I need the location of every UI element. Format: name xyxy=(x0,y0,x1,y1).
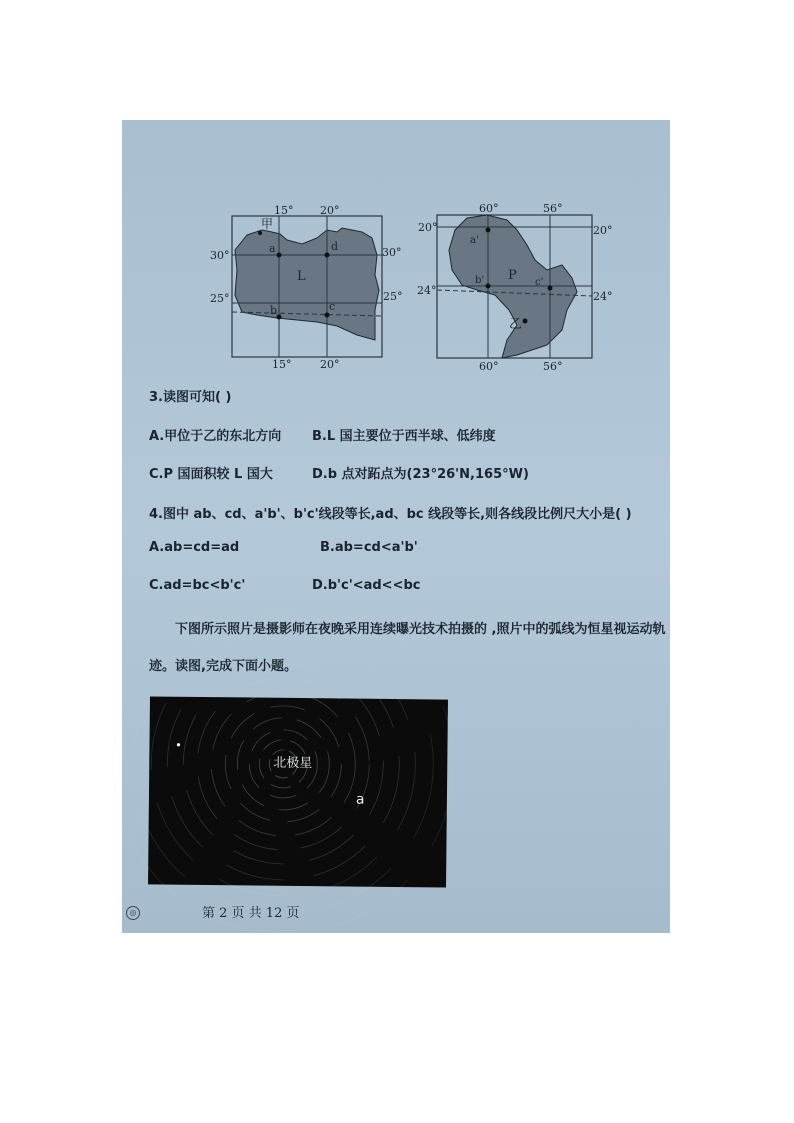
intro-line-2: 迹。读图,完成下面小题。 xyxy=(149,659,297,674)
map-left xyxy=(210,204,403,371)
point-yi-dot xyxy=(523,319,528,324)
bright-star-dot xyxy=(177,743,180,746)
left-lat-25-left: 25° xyxy=(210,292,230,305)
circle-mark: ◎ xyxy=(126,906,140,920)
maps-figure xyxy=(210,200,617,373)
left-lon-bottom-2: 20° xyxy=(320,358,340,371)
point-b-label: b xyxy=(270,304,278,317)
q4-option-b: B.ab=cd<a'b' xyxy=(320,540,418,555)
point-a-prime-label: a' xyxy=(470,235,479,246)
point-a-dot xyxy=(277,253,282,258)
map-right xyxy=(417,202,613,373)
point-c-dot xyxy=(325,313,330,318)
point-jia-label: 甲 xyxy=(261,217,274,231)
point-d-dot xyxy=(325,253,330,258)
page-footer: 第 2 页 共 12 页 xyxy=(202,906,300,921)
point-b-prime-dot xyxy=(486,284,491,289)
left-lat-30-right: 30° xyxy=(382,246,402,259)
q3-option-c: C.P 国面积较 L 国大 xyxy=(149,467,273,482)
country-p-label: P xyxy=(508,268,517,283)
q3-option-d: D.b 点对跖点为(23°26'N,165°W) xyxy=(312,467,529,482)
star-trail-photo xyxy=(148,696,448,887)
polaris-label: 北极星 xyxy=(273,755,313,772)
country-l-shape xyxy=(235,228,379,340)
right-lon-bottom-2: 56° xyxy=(543,360,563,373)
right-lat-20-right: 20° xyxy=(593,224,613,237)
right-lat-24-left: 24° xyxy=(417,284,437,297)
point-a-label: a xyxy=(269,242,276,255)
point-d-label: d xyxy=(331,240,339,253)
intro-line-1: 下图所示照片是摄影师在夜晚采用连续曝光技术拍摄的 ,照片中的弧线为恒星视运动轨 xyxy=(175,622,666,637)
q4-option-a: A.ab=cd=ad xyxy=(149,540,240,555)
q3-option-a: A.甲位于乙的东北方向 xyxy=(149,429,282,444)
left-lon-bottom-1: 15° xyxy=(272,358,292,371)
left-lon-top-2: 20° xyxy=(320,204,340,217)
right-lat-24-right: 24° xyxy=(593,290,613,303)
left-lat-25-right: 25° xyxy=(383,290,403,303)
left-lat-30-left: 30° xyxy=(210,249,230,262)
left-lon-top-1: 15° xyxy=(274,204,294,217)
point-yi-label: 乙 xyxy=(509,317,523,332)
right-lon-top-1: 60° xyxy=(479,202,499,215)
point-b-dot xyxy=(277,315,282,320)
point-c-prime-label: c' xyxy=(535,277,544,288)
point-c-prime-dot xyxy=(548,286,553,291)
exam-page xyxy=(122,120,670,933)
q3-option-b: B.L 国主要位于西半球、低纬度 xyxy=(312,429,496,444)
q4-option-d: D.b'c'<ad<<bc xyxy=(312,578,421,593)
point-jia-dot xyxy=(258,231,262,235)
right-lon-top-2: 56° xyxy=(543,202,563,215)
q4-option-c: C.ad=bc<b'c' xyxy=(149,578,246,593)
q3-stem: 3.读图可知( ) xyxy=(149,390,232,405)
point-a-prime-dot xyxy=(486,228,491,233)
right-lon-bottom-1: 60° xyxy=(479,360,499,373)
country-l-label: L xyxy=(297,269,306,284)
star-trails xyxy=(148,696,448,887)
point-b-prime-label: b' xyxy=(475,275,485,286)
right-lat-20-left: 20° xyxy=(418,221,438,234)
point-c-label: c xyxy=(329,300,336,313)
q4-stem: 4.图中 ab、cd、a'b'、b'c'线段等长,ad、bc 线段等长,则各线段比例尺大小是( ) xyxy=(149,507,632,522)
star-a-label: a xyxy=(355,791,365,808)
